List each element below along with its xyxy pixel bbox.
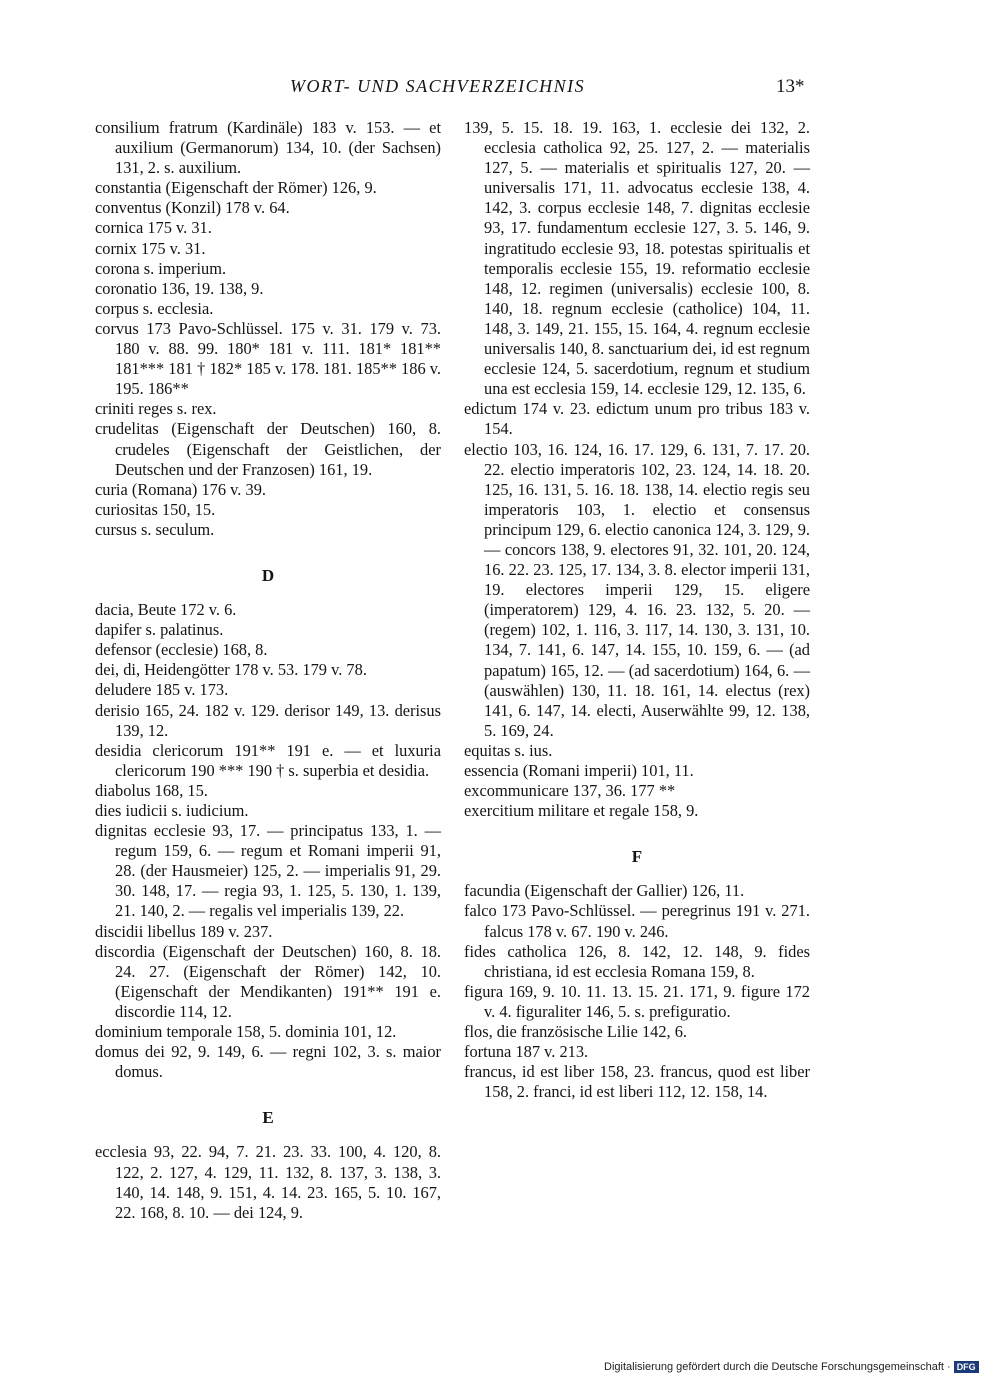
index-entry: dominium temporale 158, 5. dominia 101, 12. (95, 1022, 397, 1042)
index-entry: cornix 175 v. 31. (95, 238, 206, 258)
page-header (0, 76, 1000, 98)
index-entry: essencia (Romani imperii) 101, 11. (464, 761, 694, 780)
index-entry: deludere 185 v. 173. (95, 680, 229, 700)
index-entry: dapifer s. palatinus. (95, 620, 224, 640)
index-entry: discordia (Eigenschaft der Deutschen) 160, 8. 18. 24. 27. (Eigenschaft der Römer) 142, 10. (Eigenschaft der Mendikanten) 191** 191 e. discordie 114, 12. (95, 941, 441, 1021)
index-entry: diabolus 168, 15. (95, 780, 208, 800)
dfg-logo: DFG (954, 1361, 979, 1373)
index-entry: defensor (ecclesie) 168, 8. (95, 640, 268, 660)
index-entry: crudelitas (Eigenschaft der Deutschen) 160, 8. crudeles (Eigenschaft der Geistlichen, der Deutschen und der Franzosen) 161, 19. (95, 419, 441, 479)
index-entry: domus dei 92, 9. 149, 6. — regni 102, 3. s. maior domus. (95, 1042, 441, 1082)
index-entry: dignitas ecclesie 93, 17. — principatus 133, 1. — regum 159, 6. — regum et Romani imperii 91, 28. (der Hausmeier) 125, 2. — imperialis 91, 29. 30. 148, 17. — regia 93, 1. 125, 5. 130, 1. 139, 21. 140, 2. — regalis vel imperialis 139, 22. (95, 821, 441, 921)
index-entry: edictum 174 v. 23. edictum unum pro tribus 183 v. 154. (464, 399, 810, 439)
index-entry: ecclesia 93, 22. 94, 7. 21. 23. 33. 100, 4. 120, 8. 122, 2. 127, 4. 129, 11. 132, 8. 137, 3. 138, 3. 140, 14. 148, 9. 151, 4. 14. 23. 165, 5. 10. 167, 22. 168, 8. 10. — dei 124, 9. (95, 1142, 441, 1222)
index-entry: corpus s. ecclesia. (95, 298, 214, 318)
index-column-right (464, 118, 810, 1102)
index-entry: 139, 5. 15. 18. 19. 163, 1. ecclesie dei 132, 2. ecclesia catholica 92, 25. 127, 2. — materialis 127, 5. — materialis et spiritualis 127, 20. — universalis 171, 11. advocatus ecclesie 138, 4. 142, 3. corpus ecclesie 148, 7. dignitas ecclesie 93, 17. fundamentum ecclesie 127, 3. 5. 146, 9. ingratitudo ecclesie 93, 18. potestas spiritualis et temporalis ecclesie 155, 19. reformatio ecclesie 148, 12. regimen (universalis) ecclesie 100, 8. 140, 18. regnum ecclesie (catholice) 104, 11. 148, 3. 149, 21. 155, 15. 164, 4. regnum ecclesie universalis 140, 8. sanctuarium dei, id est regnum ecclesie 124, 5. sacerdotium, regnum et studium una est ecclesia 159, 14. ecclesie 129, 12. 135, 6. (464, 118, 810, 399)
index-entry: curia (Romana) 176 v. 39. (95, 479, 266, 499)
index-entry: facundia (Eigenschaft der Gallier) 126, 11. (464, 881, 745, 901)
index-entry: cursus s. seculum. (95, 519, 215, 539)
index-entry: figura 169, 9. 10. 11. 13. 15. 21. 171, 9. figure 172 v. 4. figuraliter 146, 5. s. prefiguratio. (464, 981, 810, 1021)
footer-credit (604, 1361, 979, 1373)
index-entry: exercitium militare et regale 158, 9. (464, 801, 699, 821)
index-entry: dei, di, Heidengötter 178 v. 53. 179 v. 78. (95, 660, 367, 680)
index-entry: derisio 165, 24. 182 v. 129. derisor 149, 13. derisus 139, 12. (95, 700, 441, 740)
index-entry: flos, die französische Lilie 142, 6. (464, 1022, 688, 1042)
index-entry: corvus 173 Pavo-Schlüssel. 175 v. 31. 179 v. 73. 180 v. 88. 99. 180* 181 v. 111. 181* 181** 181*** 181 † 182* 185 v. 178. 181. 185** 186 v. 195. 186** (95, 318, 441, 399)
index-entry: curiositas 150, 15. (95, 499, 216, 519)
page-number: 13* (776, 76, 805, 97)
index-entry: fortuna 187 v. 213. (464, 1042, 589, 1062)
index-entry: dacia, Beute 172 v. 6. (95, 600, 237, 620)
index-entry: excommunicare 137, 36. 177 ** (464, 781, 676, 801)
letter-heading: E (262, 1108, 274, 1128)
index-entry: coronatio 136, 19. 138, 9. (95, 278, 264, 298)
footer-text: Digitalisierung gefördert durch die Deutsche Forschungsgemeinschaft · (604, 1361, 951, 1373)
index-entry: consilium fratrum (Kardinäle) 183 v. 153. — et auxilium (Germanorum) 134, 10. (der Sachsen) 131, 2. s. auxilium. (95, 118, 441, 178)
running-title: WORT- UND SACHVERZEICHNIS (290, 76, 586, 96)
index-entry: cornica 175 v. 31. (95, 218, 212, 238)
index-entry: dies iudicii s. iudicium. (95, 801, 249, 820)
index-entry: constantia (Eigenschaft der Römer) 126, 9. (95, 178, 377, 198)
index-entry: discidii libellus 189 v. 237. (95, 921, 273, 941)
index-entry: desidia clericorum 191** 191 e. — et luxuria clericorum 190 *** 190 † s. superbia et desidia. (95, 740, 441, 780)
index-entry: criniti reges s. rex. (95, 399, 217, 419)
index-entry: francus, id est liber 158, 23. francus, quod est liber 158, 2. franci, id est liberi 112, 12. 158, 14. (464, 1062, 810, 1102)
index-column-left (95, 118, 441, 1223)
letter-heading: D (261, 565, 275, 585)
index-entry: falco 173 Pavo-Schlüssel. — peregrinus 191 v. 271. falcus 178 v. 67. 190 v. 246. (464, 901, 810, 941)
letter-heading: F (631, 847, 643, 867)
index-entry: corona s. imperium. (95, 258, 227, 278)
index-entry: equitas s. ius. (464, 740, 553, 760)
index-entry: fides catholica 126, 8. 142, 12. 148, 9. fides christiana, id est ecclesia Romana 159, 8. (464, 941, 810, 981)
index-entry: conventus (Konzil) 178 v. 64. (95, 198, 290, 218)
index-entry: electio 103, 16. 124, 16. 17. 129, 6. 131, 7. 17. 20. 22. electio imperatoris 102, 23. 124, 14. 18. 20. 125, 16. 131, 5. 16. 18. 138, 14. electio regis seu imperatoris 103, 1. electio et consensus principum 129, 6. electio canonica 124, 3. 129, 9. — concors 138, 9. electores 91, 32. 101, 20. 124, 16. 22. 23. 125, 17. 134, 3. 8. elector imperii 131, 19. electores imperii 129, 15. eligere (imperatorem) 129, 4. 16. 23. 132, 5. 20. — (regem) 102, 1. 116, 3. 117, 14. 130, 3. 131, 10. 134, 7. 141, 6. 147, 14. 155, 10. 159, 6. — (ad papatum) 165, 12. — (ad sacerdotium) 164, 6. — (auswählen) 130, 11. 18. 161, 14. electus (rex) 141, 6. 147, 14. electi, Auserwählte 99, 12. 138, 5. 169, 24. (464, 439, 810, 740)
